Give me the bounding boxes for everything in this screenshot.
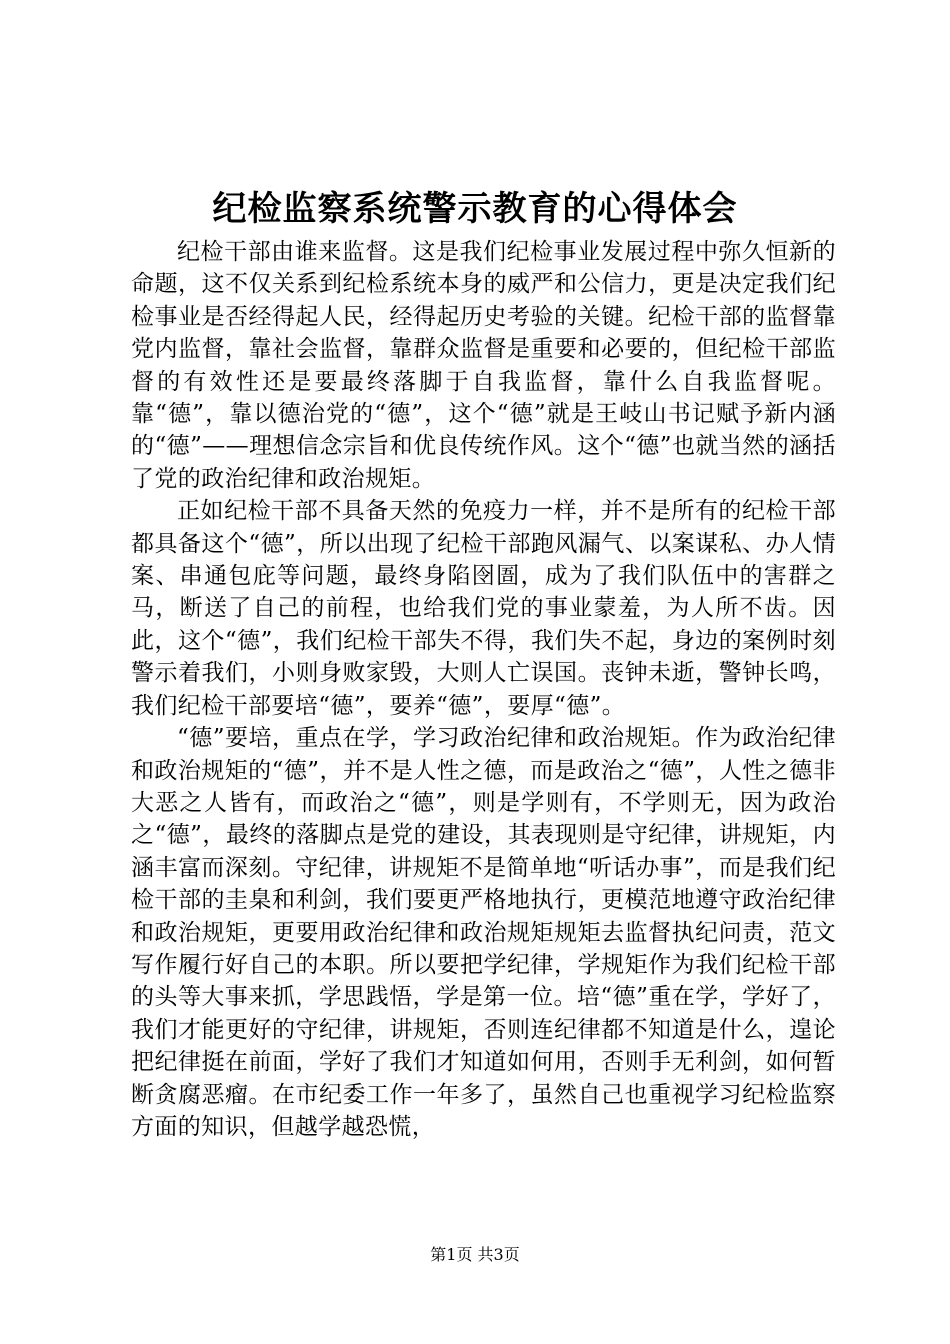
paragraph-1: 纪检干部由谁来监督。这是我们纪检事业发展过程中弥久恒新的命题，这不仅关系到纪检系统本身的威严和公信力，更是决定我们纪检事业是否经得起人民，经得起历史考验的关键。纪检干部的监督靠党内监督，靠社会监督，靠群众监督是重要和必要的，但纪检干部监督的有效性还是要最终落脚于自我监督，靠什么自我监督呢。靠“德”，靠以德治党的“德”，这个“德”就是王岐山书记赋予新内涵的“德”——理想信念宗旨和优良传统作风。这个“德”也就当然的涵括了党的政治纪律和政治规矩。 xyxy=(131,239,836,492)
paragraph-2: 正如纪检干部不具备天然的免疫力一样，并不是所有的纪检干部都具备这个“德”，所以出现了纪检干部跑风漏气、以案谋私、办人情案、串通包庇等问题，最终身陷囹圄，成为了我们队伍中的害群之马，断送了自己的前程，也给我们党的事业蒙羞，为人所不齿。因此，这个“德”，我们纪检干部失不得，我们失不起，身边的案例时刻警示着我们，小则身败家毁，大则人亡误国。丧钟未逝，警钟长鸣，我们纪检干部要培“德”，要养“德”，要厚“德”。 xyxy=(131,498,836,719)
document-title: 纪检监察系统警示教育的心得体会 xyxy=(212,189,738,229)
page-footer: 第1页 共3页 xyxy=(430,1245,520,1264)
paragraph-3: “德”要培，重点在学，学习政治纪律和政治规矩。作为政治纪律和政治规矩的“德”，并不是人性之德，而是政治之“德”，人性之德非大恶之人皆有，而政治之“德”，则是学则有，不学则无，因为政治之“德”，最终的落脚点是党的建设，其表现则是守纪律，讲规矩，内涵丰富而深刻。守纪律，讲规矩不是简单地“听话办事”，而是我们纪检干部的圭臬和利剑，我们要更严格地执行，更模范地遵守政治纪律和政治规矩，更要用政治纪律和政治规矩规矩去监督执纪问责，范文写作履行好自己的本职。所以要把学纪律，学规矩作为我们纪检干部的头等大事来抓，学思践悟，学是第一位。培“德”重在学，学好了，我们才能更好的守纪律，讲规矩，否则连纪律都不知道是什么，遑论把纪律挺在前面，学好了我们才知道如何用，否则手无利剑，如何暂断贪腐恶瘤。在市纪委工作一年多了，虽然自己也重视学习纪检监察方面的知识，但越学越恐慌， xyxy=(131,725,836,1140)
document-body xyxy=(131,236,836,1143)
